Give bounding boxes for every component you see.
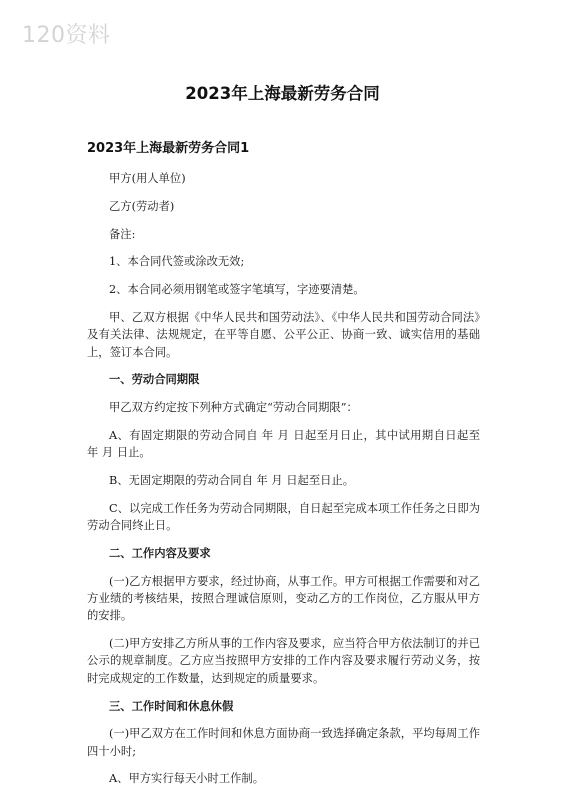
term-option-c: C、以完成工作任务为劳动合同期限，自日起至完成本项工作任务之日即为劳动合同终止日。 (87, 501, 480, 533)
work-clause-1: (一)乙方根据甲方要求，经过协商，从事工作。甲方可根据工作需要和对乙方业绩的考核结果，按照合理诚信原则，变动乙方的工作岗位，乙方服从甲方的安排。 (87, 574, 480, 623)
section-heading-work: 二、工作内容及要求 (109, 546, 211, 560)
document-title: 2023年上海最新劳务合同 (185, 84, 380, 103)
section-heading-term: 一、劳动合同期限 (109, 373, 200, 387)
note-item-1: 1、本合同代签或涂改无效; (109, 255, 245, 269)
note-item-2: 2、本合同必须用钢笔或签字笔填写，字迹要清楚。 (109, 283, 365, 297)
party-a-line: 甲方(用人单位) (109, 172, 186, 185)
section-heading-hours: 三、工作时间和休息休假 (109, 699, 234, 713)
term-intro: 甲乙双方约定按下列种方式确定“劳动合同期限”： (109, 401, 358, 415)
term-option-b: B、无固定期限的劳动合同自 年 月 日起至日止。 (109, 474, 355, 488)
contract-heading: 2023年上海最新劳务合同1 (87, 141, 250, 156)
work-clause-2: (二)甲方安排乙方所从事的工作内容及要求，应当符合甲方依法制订的并已公示的规章制度。乙方应当按照甲方安排的工作内容及要求履行劳动义务，按时完成规定的工作数量，达到规定的质量要求。 (87, 637, 480, 685)
hours-option-a: A、甲方实行每天小时工作制。 (109, 772, 265, 786)
hours-clause-1: (一)甲乙双方在工作时间和休息方面协商一致选择确定条款，平均每周工作四十小时; (87, 727, 480, 758)
document-body (87, 170, 480, 798)
party-b-line: 乙方(劳动者) (109, 199, 175, 213)
term-option-a: A、有固定期限的劳动合同自 年 月 日起至月日止，其中试用期自日起至 年 月 日止。 (87, 428, 480, 460)
watermark-logo: 120资料 (22, 23, 111, 48)
preamble-paragraph: 甲、乙双方根据《中华人民共和国劳动法》、《中华人民共和国劳动合同法》及有关法律、法规规定，在平等自愿、公平公正、协商一致、诚实信用的基础上，签订本合同。 (87, 310, 480, 359)
notes-label: 备注: (109, 227, 136, 241)
